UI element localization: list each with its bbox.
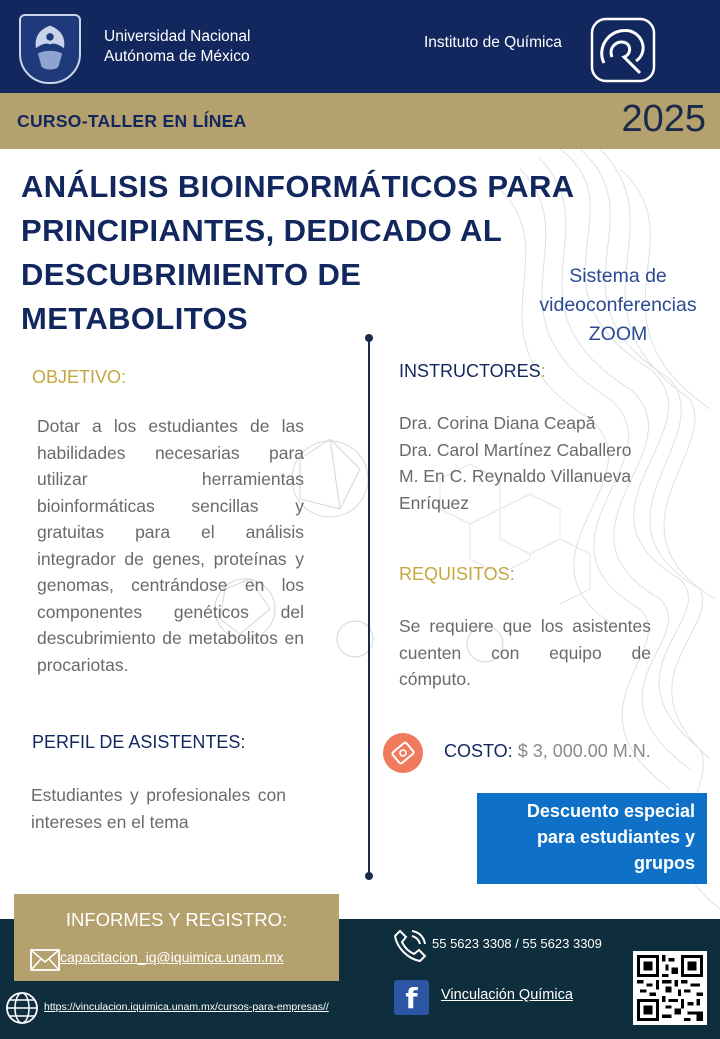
globe-icon xyxy=(5,991,39,1025)
requirements-heading: REQUISITOS: xyxy=(399,564,515,584)
instructor-name: Dra. Carol Martínez Caballero xyxy=(399,439,632,460)
objective-heading: OBJETIVO: xyxy=(32,367,127,387)
course-title-line: ANÁLISIS BIOINFORMÁTICOS PARA xyxy=(21,169,575,204)
objective-text: Dotar a los estudiantes de las habilidades necesarias para utilizar herramientas bioinformáticas sencillas y gratuitas para el análisis integrador de genes, proteínas y genomas, centrándose en los componentes genéticos del descubrimiento de metabolitos en procariotas. xyxy=(37,416,304,675)
cost-value: $ 3, 000.00 M.N. xyxy=(517,741,651,761)
instructor-name: M. En C. Reynaldo Villanueva Enríquez xyxy=(399,466,632,513)
registration-box xyxy=(14,894,339,981)
registration-title: INFORMES Y REGISTRO: xyxy=(65,909,288,930)
audience-text: Estudiantes y profesionales con intereses en el tema xyxy=(31,785,286,832)
platform-info xyxy=(528,262,708,349)
discount-line: grupos xyxy=(634,853,695,873)
course-title-line: PRINCIPIANTES, DEDICADO AL xyxy=(21,213,503,248)
facebook-link[interactable]: Vinculación Química xyxy=(441,987,573,1003)
audience-heading: PERFIL DE ASISTENTES: xyxy=(32,732,246,752)
iq-logo-icon xyxy=(590,17,656,83)
course-type-label: CURSO-TALLER EN LÍNEA xyxy=(17,111,247,131)
discount-line: Descuento especial xyxy=(526,801,695,821)
course-year: 2025 xyxy=(621,98,706,140)
platform-line: videoconferencias xyxy=(539,294,697,316)
instructors-heading xyxy=(399,361,546,382)
university-name-line: Autónoma de México xyxy=(104,48,250,65)
institute-name: Instituto de Química xyxy=(424,34,562,51)
email-link[interactable]: capacitacion_iq@iquimica.unam.mx xyxy=(60,949,284,965)
phone-numbers: 55 5623 3308 / 55 5623 3309 xyxy=(432,936,602,951)
university-name-line: Universidad Nacional xyxy=(104,28,251,45)
instructor-name: Dra. Corina Diana Ceapă xyxy=(399,413,596,433)
facebook-icon[interactable]: f xyxy=(394,980,429,1015)
instructors-heading-colon: : xyxy=(540,361,546,381)
cost-tag-icon xyxy=(383,733,423,773)
course-title-line: DESCUBRIMIENTO DE xyxy=(21,257,362,292)
phone-icon xyxy=(392,927,428,963)
instructors-heading-text: INSTRUCTORES xyxy=(399,361,541,381)
divider-dot xyxy=(365,334,373,342)
header xyxy=(0,0,720,93)
platform-line: ZOOM xyxy=(588,323,648,345)
unam-crest-icon xyxy=(19,14,81,84)
mail-icon xyxy=(30,949,60,971)
course-title-line: METABOLITOS xyxy=(21,301,249,336)
discount-banner xyxy=(477,793,707,884)
platform-line: Sistema de xyxy=(569,265,667,287)
divider-dot xyxy=(365,872,373,880)
website-link[interactable]: https://vinculacion.iquimica.unam.mx/cursos-para-empresas// xyxy=(44,1001,329,1013)
requirements-text: Se requiere que los asistentes cuenten con equipo de cómputo. xyxy=(399,616,651,689)
discount-line: para estudiantes y xyxy=(536,827,695,847)
cost-info xyxy=(444,741,651,762)
instructor-list xyxy=(399,410,654,516)
course-type-band xyxy=(0,93,720,149)
qr-code-icon[interactable] xyxy=(633,951,707,1025)
column-divider xyxy=(368,337,370,877)
university-name xyxy=(104,27,250,67)
cost-label: COSTO: xyxy=(444,741,513,761)
